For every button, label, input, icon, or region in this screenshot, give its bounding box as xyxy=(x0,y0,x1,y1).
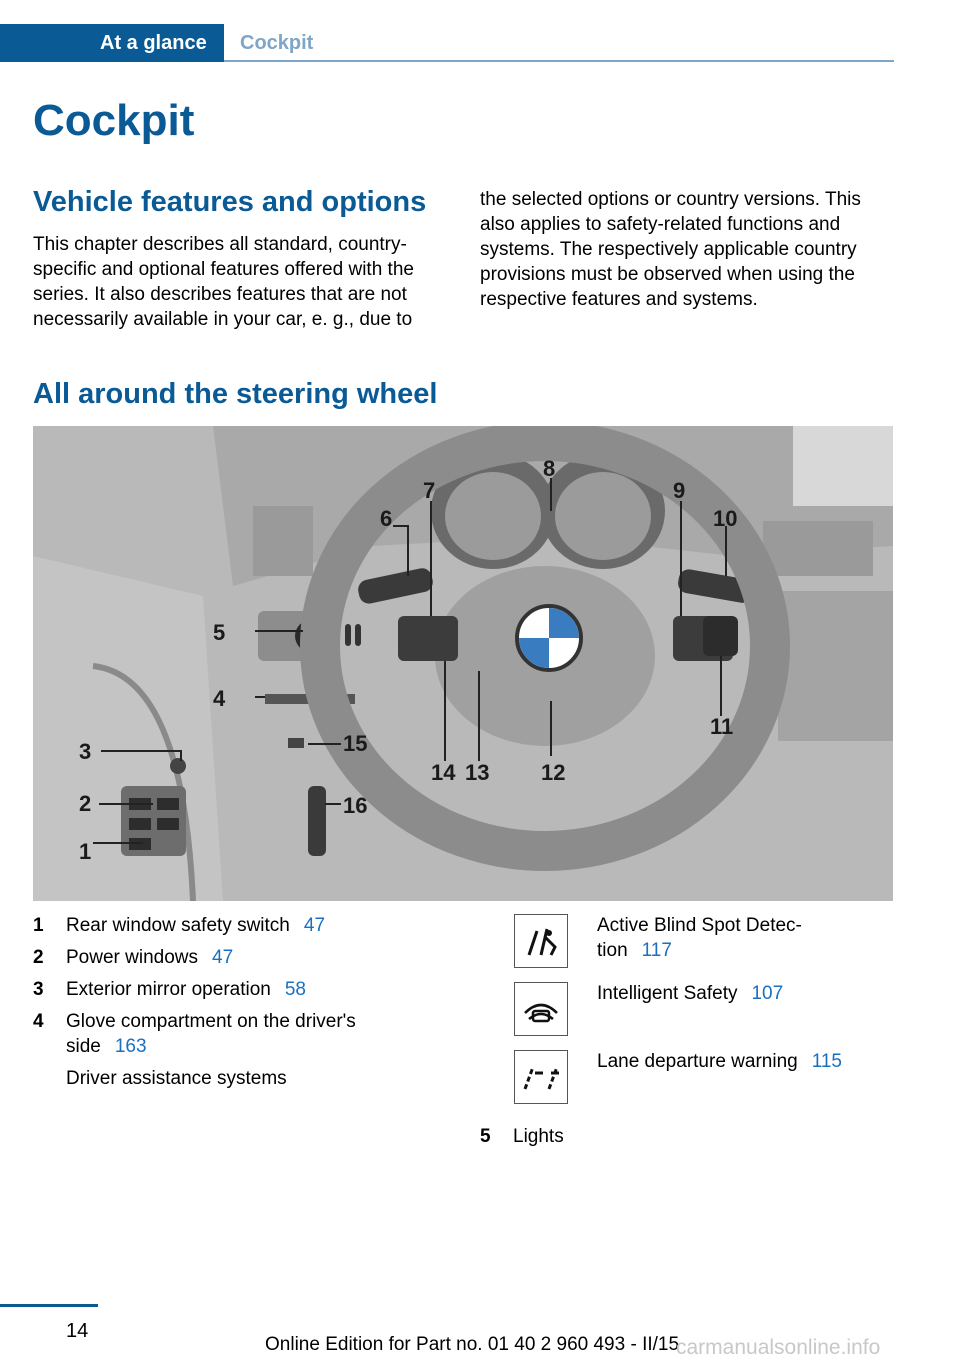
callout-16: 16 xyxy=(343,793,368,818)
legend-text xyxy=(66,945,233,970)
footer-divider xyxy=(0,1304,98,1307)
legend-number: 2 xyxy=(33,947,44,968)
page-link[interactable]: 115 xyxy=(811,1051,842,1072)
section-heading-steering-wheel: All around the steering wheel xyxy=(33,378,438,410)
cockpit-drawing xyxy=(33,426,893,901)
header-tab-cockpit[interactable]: Cockpit xyxy=(240,32,314,54)
page-link[interactable]: 117 xyxy=(641,940,672,961)
callout-8: 8 xyxy=(543,456,556,481)
legend-label: side xyxy=(66,1036,101,1057)
callout-1: 1 xyxy=(79,839,92,864)
legend-number: 5 xyxy=(480,1126,491,1147)
blind-spot-icon xyxy=(514,914,568,968)
page-link[interactable]: 47 xyxy=(212,947,234,968)
intro-line: respective features and systems. xyxy=(480,289,758,310)
intro-line: systems. The respectively applicable country xyxy=(480,239,857,260)
callout-2: 2 xyxy=(79,791,92,816)
legend-driver-assistance: Driver assistance systems xyxy=(66,1068,287,1089)
intro-text-col1 xyxy=(33,232,453,332)
legend-label: Rear window safety switch xyxy=(66,915,290,936)
legend-number: 4 xyxy=(33,1011,44,1032)
intro-line: necessarily available in your car, e. g., due to xyxy=(33,309,413,330)
legend-text xyxy=(66,977,306,1002)
legend-label: Intelligent Safety xyxy=(597,983,738,1004)
callout-10: 10 xyxy=(713,506,738,531)
header-divider xyxy=(224,60,894,62)
callout-12: 12 xyxy=(541,760,566,785)
intro-line: This chapter describes all standard, country- xyxy=(33,234,407,255)
legend-text: Glove compartment on the driver's xyxy=(66,1011,356,1032)
legend-label: Exterior mirror operation xyxy=(66,979,271,1000)
intro-line: series. It also describes features that are not xyxy=(33,284,407,305)
callout-11: 11 xyxy=(710,714,734,739)
legend-label: tion xyxy=(597,940,628,961)
callout-13: 13 xyxy=(465,760,490,785)
header-tab-at-a-glance[interactable]: At a glance xyxy=(0,24,224,62)
intro-text-col2 xyxy=(480,187,900,312)
page-link[interactable]: 163 xyxy=(114,1036,147,1057)
page-link[interactable]: 58 xyxy=(284,979,306,1000)
callout-14: 14 xyxy=(431,760,456,785)
legend-label: Lane departure warning xyxy=(597,1051,798,1072)
page-title: Cockpit xyxy=(33,96,195,145)
intro-line: specific and optional features offered with the xyxy=(33,259,414,280)
cockpit-illustration xyxy=(33,426,893,901)
callout-9: 9 xyxy=(673,478,686,503)
intelligent-safety-icon xyxy=(514,982,568,1036)
watermark: carmanualsonline.info xyxy=(676,1336,881,1359)
callout-6: 6 xyxy=(380,506,393,531)
legend-text xyxy=(66,913,325,938)
legend-text xyxy=(66,1034,147,1059)
callout-4: 4 xyxy=(213,686,226,711)
legend-label: Active Blind Spot Detec- xyxy=(597,915,802,936)
legend-item-blind-spot xyxy=(597,913,802,963)
page-link[interactable]: 47 xyxy=(303,915,326,936)
legend-number: 1 xyxy=(33,915,44,936)
intro-line: also applies to safety-related functions and xyxy=(480,214,841,235)
intro-line: the selected options or country versions. This xyxy=(480,189,861,210)
legend-item-lane-departure xyxy=(597,1049,842,1074)
page-link[interactable]: 107 xyxy=(751,983,784,1004)
legend-label: Lights xyxy=(513,1126,564,1147)
callout-15: 15 xyxy=(343,731,368,756)
callout-7: 7 xyxy=(423,478,436,503)
legend-item-intelligent-safety xyxy=(597,981,783,1006)
lane-departure-icon xyxy=(514,1050,568,1104)
edition-note: Online Edition for Part no. 01 40 2 960 493 - II/15 xyxy=(265,1334,680,1355)
callout-3: 3 xyxy=(79,739,92,764)
legend-number: 3 xyxy=(33,979,44,1000)
page-number: 14 xyxy=(66,1320,89,1342)
section-heading-vehicle-features: Vehicle features and options xyxy=(33,186,427,218)
legend-text xyxy=(597,938,802,963)
intro-line: provisions must be observed when using the xyxy=(480,264,855,285)
legend-label: Power windows xyxy=(66,947,198,968)
callout-5: 5 xyxy=(213,620,226,645)
